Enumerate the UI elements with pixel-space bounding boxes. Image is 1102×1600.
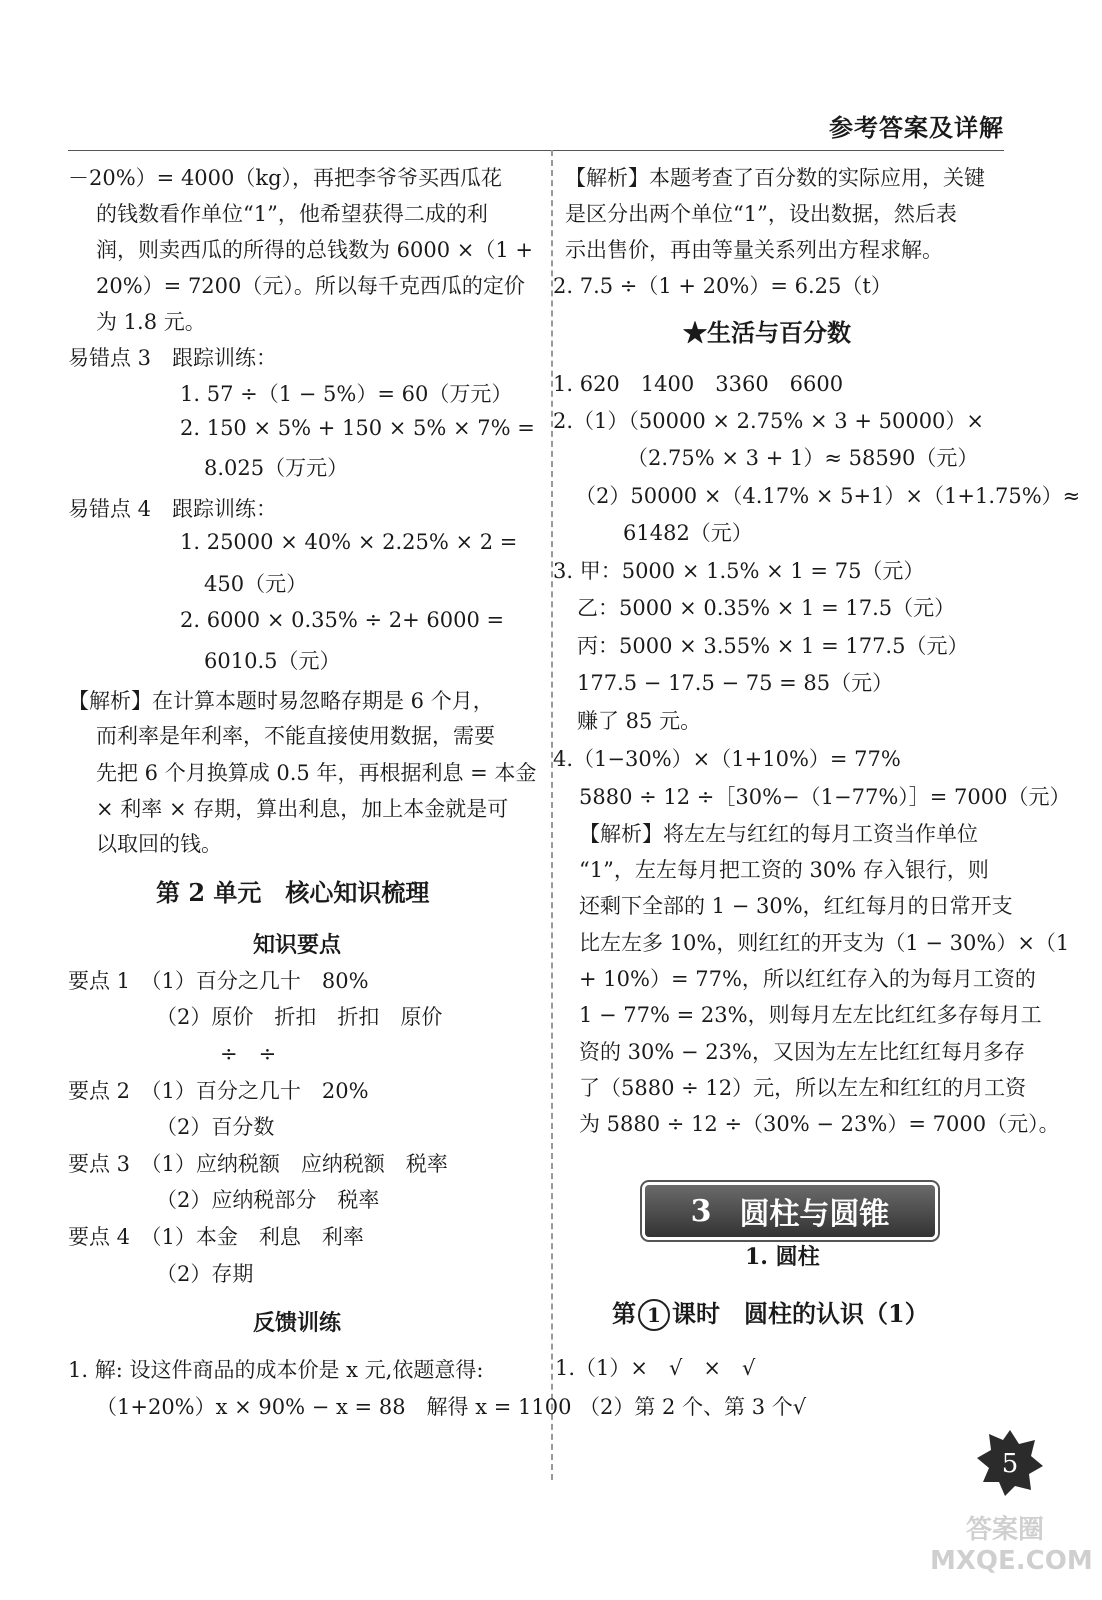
left-text-line: 以取回的钱。 xyxy=(96,832,222,856)
right-text-line: 是区分出两个单位“1”，设出数据，然后表 xyxy=(565,202,957,226)
right-text-line: （2.75% × 3 + 1）≈ 58590（元） xyxy=(627,446,979,470)
left-text-line: 2. 150 × 5% + 150 × 5% × 7% = xyxy=(180,416,535,440)
watermark xyxy=(930,1515,1093,1577)
left-text-line: × 利率 × 存期，算出利息，加上本金就是可 xyxy=(96,797,509,821)
right-text-line: 乙：5000 × 0.35% × 1 = 17.5（元） xyxy=(577,596,956,620)
left-text-line: 【解析】在计算本题时易忽略存期是 6 个月， xyxy=(68,689,494,713)
right-text-line: + 10%）= 77%，所以红红存入的为每月工资的 xyxy=(579,967,1036,991)
right-text-line: 4.（1−30%）×（1+10%）= 77% xyxy=(553,747,901,771)
page-header-title: 参考答案及详解 xyxy=(829,113,1004,142)
lesson-title xyxy=(612,1294,929,1331)
left-text-line: ÷ ÷ xyxy=(220,1042,277,1066)
left-text-line: 润，则卖西瓜的所得的总钱数为 6000 ×（1 + xyxy=(96,238,534,262)
right-text-line: “1”，左左每月把工资的 30% 存入银行，则 xyxy=(579,858,989,882)
right-text-line: 1. 圆柱 xyxy=(745,1244,820,1270)
right-text-line: 2. 7.5 ÷（1 + 20%）= 6.25（t） xyxy=(553,274,892,298)
left-text-line: 1. 解: 设这件商品的成本价是 x 元,依题意得: xyxy=(68,1358,484,1382)
left-text-line: （2）应纳税部分 税率 xyxy=(156,1188,380,1212)
left-text-line: 8.025（万元） xyxy=(204,456,349,480)
left-text-line: 反馈训练 xyxy=(253,1310,342,1336)
unit-title: 圆柱与圆锥 xyxy=(739,1197,890,1232)
right-text-line: 资的 30% − 23%，又因为左左比红红每月多存 xyxy=(579,1040,1025,1064)
left-text-line: 先把 6 个月换算成 0.5 年，再根据利息 = 本金 xyxy=(96,761,537,785)
watermark-url: MXQE.COM xyxy=(930,1546,1093,1577)
right-text-line: 示出售价，再由等量关系列出方程求解。 xyxy=(565,238,943,262)
left-text-line: 1. 57 ÷（1 − 5%）= 60（万元） xyxy=(180,382,513,406)
left-text-line: 而利率是年利率，不能直接使用数据，需要 xyxy=(96,724,495,748)
left-text-line: 要点 3 （1）应纳税额 应纳税额 税率 xyxy=(68,1152,448,1176)
page-number: 5 xyxy=(1001,1449,1019,1479)
right-text-line: 61482（元） xyxy=(623,521,753,545)
lesson-suffix: 课时 圆柱的认识（1） xyxy=(672,1299,929,1328)
right-text-line: 了（5880 ÷ 12）元，所以左左和红红的月工资 xyxy=(579,1076,1027,1100)
left-text-line: 知识要点 xyxy=(253,932,342,958)
column-divider xyxy=(551,150,553,1480)
right-text-line: （2）50000 ×（4.17% × 5+1）×（1+1.75%）≈ xyxy=(575,484,1081,508)
right-text-line: ★生活与百分数 xyxy=(683,318,851,347)
right-text-line: 丙：5000 × 3.55% × 1 = 177.5（元） xyxy=(577,634,969,658)
right-text-line: 还剩下全部的 1 − 30%，红红每月的日常开支 xyxy=(579,894,1013,918)
right-text-line: （2）第 2 个、第 3 个√ xyxy=(579,1395,807,1419)
left-text-line: －20%）= 4000（kg），再把李爷爷买西瓜花 xyxy=(68,166,503,190)
right-text-line: 【解析】将左左与红红的每月工资当作单位 xyxy=(579,822,978,846)
right-text-line: 1 − 77% = 23%，则每月左左比红红多存每月工 xyxy=(579,1003,1042,1027)
left-text-line: 易错点 3 跟踪训练： xyxy=(68,346,278,370)
left-text-line: 6010.5（元） xyxy=(204,649,341,673)
right-text-line: 3. 甲：5000 × 1.5% × 1 = 75（元） xyxy=(553,559,925,583)
right-text-line: 比左左多 10%，则红红的开支为（1 − 30%）×（1 xyxy=(579,931,1070,955)
left-text-line: 要点 2 （1）百分之几十 20% xyxy=(68,1079,369,1103)
left-text-line: 要点 4 （1）本金 利息 利率 xyxy=(68,1225,364,1249)
left-text-line: （1+20%）x × 90% − x = 88 解得 x = 1100 xyxy=(96,1395,572,1419)
right-text-line: 177.5 − 17.5 − 75 = 85（元） xyxy=(577,671,894,695)
left-text-line: 为 1.8 元。 xyxy=(96,310,206,334)
left-text-line: 的钱数看作单位“1”，他希望获得二成的利 xyxy=(96,202,488,226)
lesson-prefix: 第 xyxy=(612,1299,636,1328)
left-text-line: （2）百分数 xyxy=(156,1115,275,1139)
watermark-text: 答案圈 xyxy=(965,1515,1044,1545)
left-text-line: 易错点 4 跟踪训练： xyxy=(68,497,278,521)
left-text-line: 第 2 单元 核心知识梳理 xyxy=(156,878,430,907)
right-text-line: 5880 ÷ 12 ÷［30%−（1−77%）］= 7000（元） xyxy=(579,785,1071,809)
left-text-line: 20%）= 7200（元）。所以每千克西瓜的定价 xyxy=(96,274,525,298)
left-text-line: 2. 6000 × 0.35% ÷ 2+ 6000 = xyxy=(180,608,505,632)
right-text-line: 为 5880 ÷ 12 ÷（30% − 23%）= 7000（元）。 xyxy=(579,1112,1060,1136)
left-text-line: 450（元） xyxy=(204,572,308,596)
right-text-line: 1. 620 1400 3360 6600 xyxy=(553,372,844,396)
page-number-badge xyxy=(975,1428,1045,1498)
left-text-line: （2）原价 折扣 折扣 原价 xyxy=(156,1005,443,1029)
right-text-line: 【解析】本题考查了百分数的实际应用，关键 xyxy=(565,166,985,190)
left-text-line: （2）存期 xyxy=(156,1262,254,1286)
right-text-line: 1.（1）× √ × √ xyxy=(555,1356,756,1380)
left-text-line: 要点 1 （1）百分之几十 80% xyxy=(68,969,369,993)
unit-banner xyxy=(645,1185,935,1237)
lesson-number-circle: 1 xyxy=(638,1299,670,1331)
right-text-line: 赚了 85 元。 xyxy=(577,709,702,733)
right-text-line: 2.（1）（50000 × 2.75% × 3 + 50000）× xyxy=(553,409,985,433)
unit-number: 3 xyxy=(690,1193,712,1229)
header-divider xyxy=(68,150,1004,151)
left-text-line: 1. 25000 × 40% × 2.25% × 2 = xyxy=(180,530,518,554)
